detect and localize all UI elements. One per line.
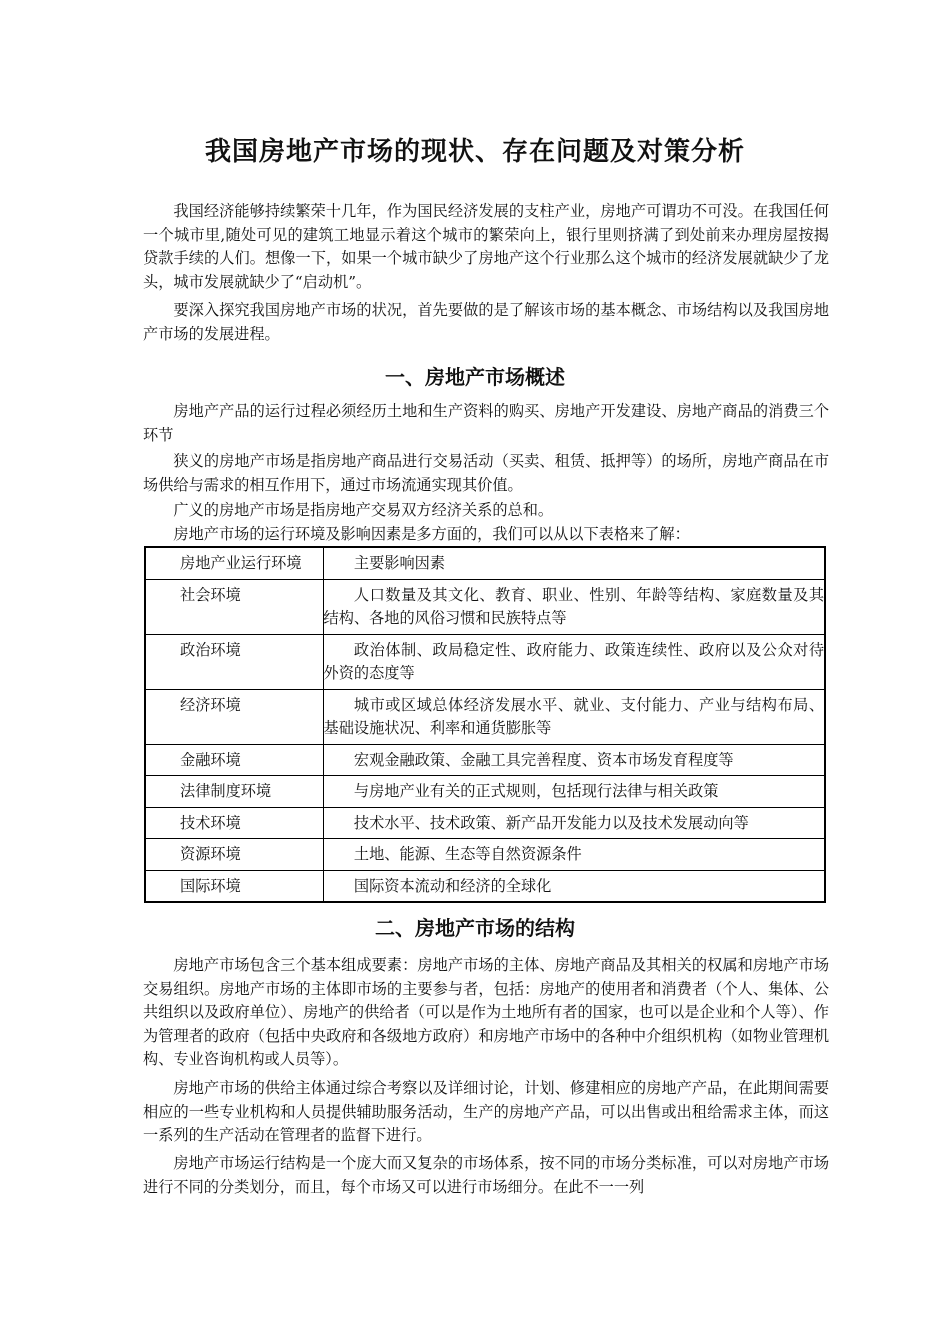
table-cell-environment: 法律制度环境 bbox=[145, 776, 323, 808]
table-row bbox=[145, 634, 825, 689]
table-row bbox=[145, 839, 825, 871]
table-cell-factors: 技术水平、技术政策、新产品开发能力以及技术发展动向等 bbox=[323, 807, 825, 839]
table-row bbox=[145, 689, 825, 744]
environment-factors-table bbox=[144, 546, 826, 903]
section-2-heading: 二、房地产市场的结构 bbox=[375, 916, 575, 940]
table-cell-factors: 土地、能源、生态等自然资源条件 bbox=[323, 839, 825, 871]
table-row bbox=[145, 870, 825, 902]
section-1-paragraph-2: 狭义的房地产市场是指房地产商品进行交易活动（买卖、租赁、抵押等）的场所，房地产商品在市场供给与需求的相互作用下，通过市场流通实现其价值。 bbox=[143, 452, 829, 494]
table-cell-environment: 社会环境 bbox=[145, 579, 323, 634]
table-cell-environment: 经济环境 bbox=[145, 689, 323, 744]
section-2-paragraph-2: 房地产市场的供给主体通过综合考察以及详细讨论，计划、修建相应的房地产产品，在此期间需要相应的一些专业机构和人员提供辅助服务活动，生产的房地产产品，可以出售或出租给需求主体，而这一系列的生产活动在管理者的监督下进行。 bbox=[143, 1079, 829, 1144]
document-title: 我国房地产市场的现状、存在问题及对策分析 bbox=[204, 137, 745, 167]
section-1-paragraph-4: 房地产市场的运行环境及影响因素是多方面的，我们可以从以下表格来了解： bbox=[173, 525, 690, 543]
section-1-heading: 一、房地产市场概述 bbox=[385, 365, 565, 389]
table-cell-environment: 政治环境 bbox=[145, 634, 323, 689]
table-cell-factors: 人口数量及其文化、教育、职业、性别、年龄等结构、家庭数量及其结构、各地的风俗习惯和民族特点等 bbox=[323, 579, 825, 634]
intro-paragraph-2: 要深入探究我国房地产市场的状况，首先要做的是了解该市场的基本概念、市场结构以及我国房地产市场的发展进程。 bbox=[143, 301, 829, 343]
table-row bbox=[145, 744, 825, 776]
table-header-factors: 主要影响因素 bbox=[323, 547, 825, 579]
table-header-environment: 房地产业运行环境 bbox=[145, 547, 323, 579]
section-2-paragraph-3: 房地产市场运行结构是一个庞大而又复杂的市场体系，按不同的市场分类标准，可以对房地产市场进行不同的分类划分，而且，每个市场又可以进行市场细分。在此不一一列 bbox=[143, 1154, 829, 1196]
section-1-paragraph-3: 广义的房地产市场是指房地产交易双方经济关系的总和。 bbox=[173, 501, 554, 519]
table-cell-environment: 技术环境 bbox=[145, 807, 323, 839]
table-row bbox=[145, 776, 825, 808]
intro-paragraph-1: 我国经济能够持续繁荣十几年，作为国民经济发展的支柱产业，房地产可谓功不可没。在我国任何一个城市里,随处可见的建筑工地显示着这个城市的繁荣向上，银行里则挤满了到处前来办理房屋按揭贷款手续的人们。想像一下，如果一个城市缺少了房地产这个行业那么这个城市的经济发展就缺少了龙头，城市发展就缺少了“启动机”。 bbox=[143, 202, 829, 291]
table-cell-environment: 资源环境 bbox=[145, 839, 323, 871]
section-1-paragraph-1: 房地产产品的运行过程必须经历土地和生产资料的购买、房地产开发建设、房地产商品的消费三个环节 bbox=[143, 402, 829, 444]
table-cell-factors: 与房地产业有关的正式规则，包括现行法律与相关政策 bbox=[323, 776, 825, 808]
table-cell-factors: 城市或区域总体经济发展水平、就业、支付能力、产业与结构布局、基础设施状况、利率和通货膨胀等 bbox=[323, 689, 825, 744]
table-cell-factors: 宏观金融政策、金融工具完善程度、资本市场发育程度等 bbox=[323, 744, 825, 776]
table-row bbox=[145, 579, 825, 634]
table-cell-factors: 国际资本流动和经济的全球化 bbox=[323, 870, 825, 902]
table-row bbox=[145, 807, 825, 839]
section-2-paragraph-1: 房地产市场包含三个基本组成要素：房地产市场的主体、房地产商品及其相关的权属和房地产市场交易组织。房地产市场的主体即市场的主要参与者，包括：房地产的使用者和消费者（个人、集体、公共组织以及政府单位）、房地产的供给者（可以是作为土地所有者的国家，也可以是企业和个人等）、作为管理者的政府（包括中央政府和各级地方政府）和房地产市场中的各种中介组织机构（如物业管理机构、专业咨询机构或人员等）。 bbox=[143, 956, 829, 1068]
table-cell-environment: 金融环境 bbox=[145, 744, 323, 776]
table-header-row bbox=[145, 547, 825, 579]
table-cell-environment: 国际环境 bbox=[145, 870, 323, 902]
table-cell-factors: 政治体制、政局稳定性、政府能力、政策连续性、政府以及公众对待外资的态度等 bbox=[323, 634, 825, 689]
